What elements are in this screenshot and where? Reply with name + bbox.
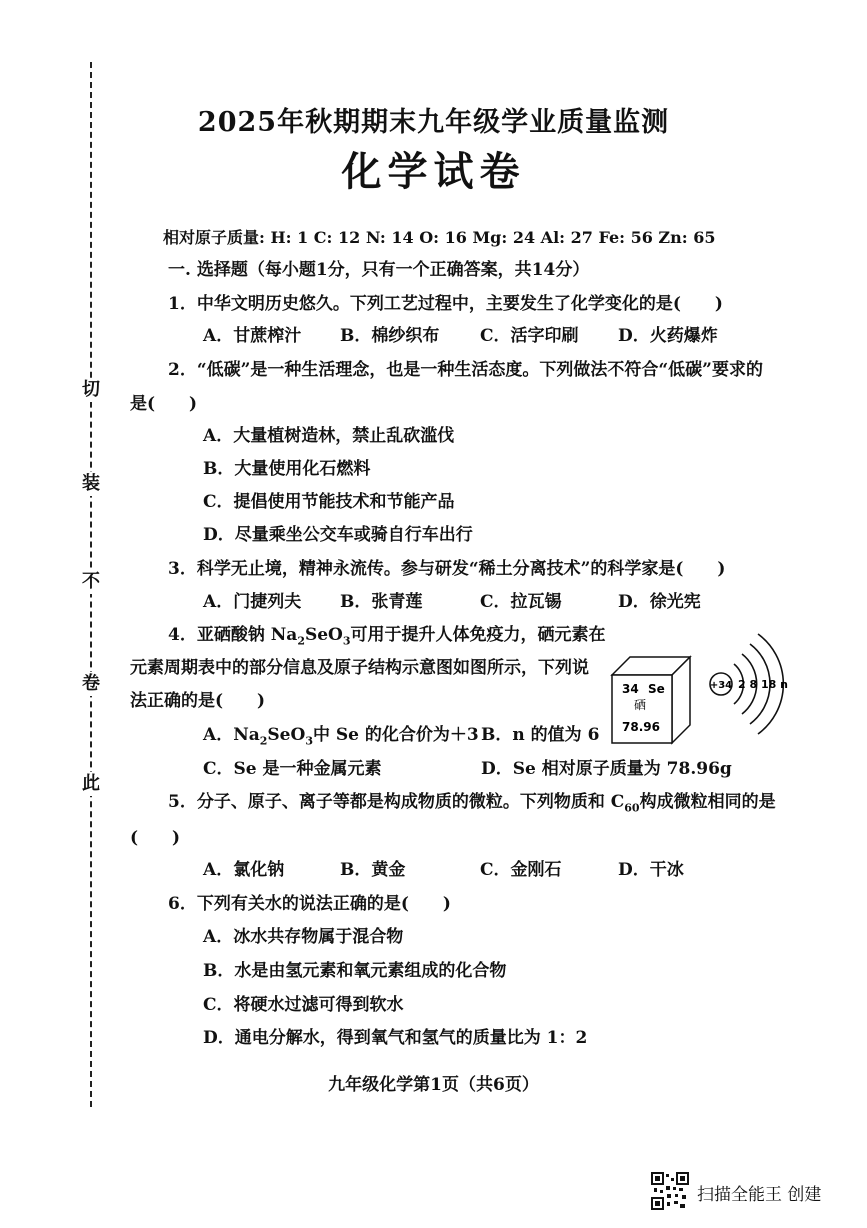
binding-char-cut: 切 [79, 378, 103, 402]
exam-title: 2025年秋期期末九年级学业质量监测 [197, 107, 670, 138]
q1-option-a: A．甘蔗榨汁 [203, 326, 302, 346]
q2-option-d: D．尽量乘坐公交车或骑自行车出行 [203, 525, 473, 545]
question-5-stem: 5．分子、原子、离子等都是构成物质的微粒。下列物质和 $C_{60}$构成微粒相同的是 [168, 792, 776, 815]
q6-option-d: D．通电分解水，得到氧气和氢气的质量比为 1：2 [203, 1028, 588, 1048]
element-cell-figure [610, 655, 692, 745]
question-6-stem: 6．下列有关水的说法正确的是( ) [168, 894, 451, 914]
question-5-stem-cont: ( ) [130, 828, 181, 848]
q4-option-a: A．$Na_2SeO_3$中 Se 的化合价为＋3 [203, 725, 479, 748]
q3-option-c: C．拉瓦锡 [480, 592, 562, 612]
q3-option-a: A．门捷列夫 [203, 592, 302, 612]
q4-option-c: C．Se 是一种金属元素 [203, 759, 382, 779]
atom-nucleus: +34 [709, 680, 733, 691]
atom-shells: 2 8 18 n [738, 678, 788, 691]
scanner-watermark-label: 扫描全能王 创建 [697, 1185, 822, 1205]
question-4-stem-end: 法正确的是( ) [130, 691, 266, 711]
question-4-stem-cont: 元素周期表中的部分信息及原子结构示意图如图所示，下列说 [130, 658, 589, 678]
q5-option-b: B．黄金 [340, 860, 406, 880]
atom-structure-diagram [700, 628, 790, 746]
page-footer: 九年级化学第1页（共6页） [328, 1075, 539, 1095]
binding-char-not: 不 [79, 570, 103, 594]
q1-option-c: C．活字印刷 [480, 326, 579, 346]
question-2-stem-cont: 是( ) [130, 394, 198, 414]
q2-option-b: B．大量使用化石燃料 [203, 459, 371, 479]
q5-option-d: D．干冰 [618, 860, 684, 880]
section-heading: 一. 选择题（每小题1分，只有一个正确答案，共14分） [168, 260, 590, 280]
qr-code-icon [651, 1172, 689, 1210]
q1-option-d: D．火药爆炸 [618, 326, 718, 346]
q6-option-a: A．冰水共存物属于混合物 [203, 927, 404, 947]
q4-option-b: B．n 的值为 6 [481, 725, 600, 745]
element-symbol: Se [648, 682, 665, 696]
binding-char-this: 此 [79, 772, 103, 796]
atomic-masses: 相对原子质量: H: 1 C: 12 N: 14 O: 16 Mg: 24 Al: 27 Fe: 56 Zn: 65 [163, 228, 716, 247]
q3-option-d: D．徐光宪 [618, 592, 701, 612]
question-4-stem: 4．亚硒酸钠 $Na_2SeO_3$可用于提升人体免疫力，硒元素在 [168, 625, 606, 648]
binding-char-paper: 卷 [79, 672, 103, 696]
q5-option-c: C．金刚石 [480, 860, 562, 880]
q5-option-a: A．氯化钠 [203, 860, 285, 880]
question-1-stem: 1．中华文明历史悠久。下列工艺过程中，主要发生了化学变化的是( ) [168, 294, 723, 314]
question-3-stem: 3．科学无止境，精神永流传。参与研发“稀土分离技术”的科学家是( ) [168, 559, 726, 579]
q6-option-b: B．水是由氢元素和氧元素组成的化合物 [203, 961, 507, 981]
element-name: 硒 [634, 698, 647, 712]
element-number: 34 [622, 682, 639, 696]
q1-option-b: B．棉纱织布 [340, 326, 440, 346]
q4-option-d: D．Se 相对原子质量为 78.96g [481, 759, 732, 779]
q2-option-a: A．大量植树造林，禁止乱砍滥伐 [203, 426, 455, 446]
q6-option-c: C．将硬水过滤可得到软水 [203, 995, 404, 1015]
question-2-stem: 2．“低碳”是一种生活理念，也是一种生活态度。下列做法不符合“低碳”要求的 [168, 360, 763, 380]
q3-option-b: B．张青莲 [340, 592, 423, 612]
element-mass: 78.96 [622, 720, 660, 734]
exam-subject: 化学试卷 [341, 148, 526, 195]
q2-option-c: C．提倡使用节能技术和节能产品 [203, 492, 455, 512]
binding-char-bind: 装 [79, 472, 103, 496]
